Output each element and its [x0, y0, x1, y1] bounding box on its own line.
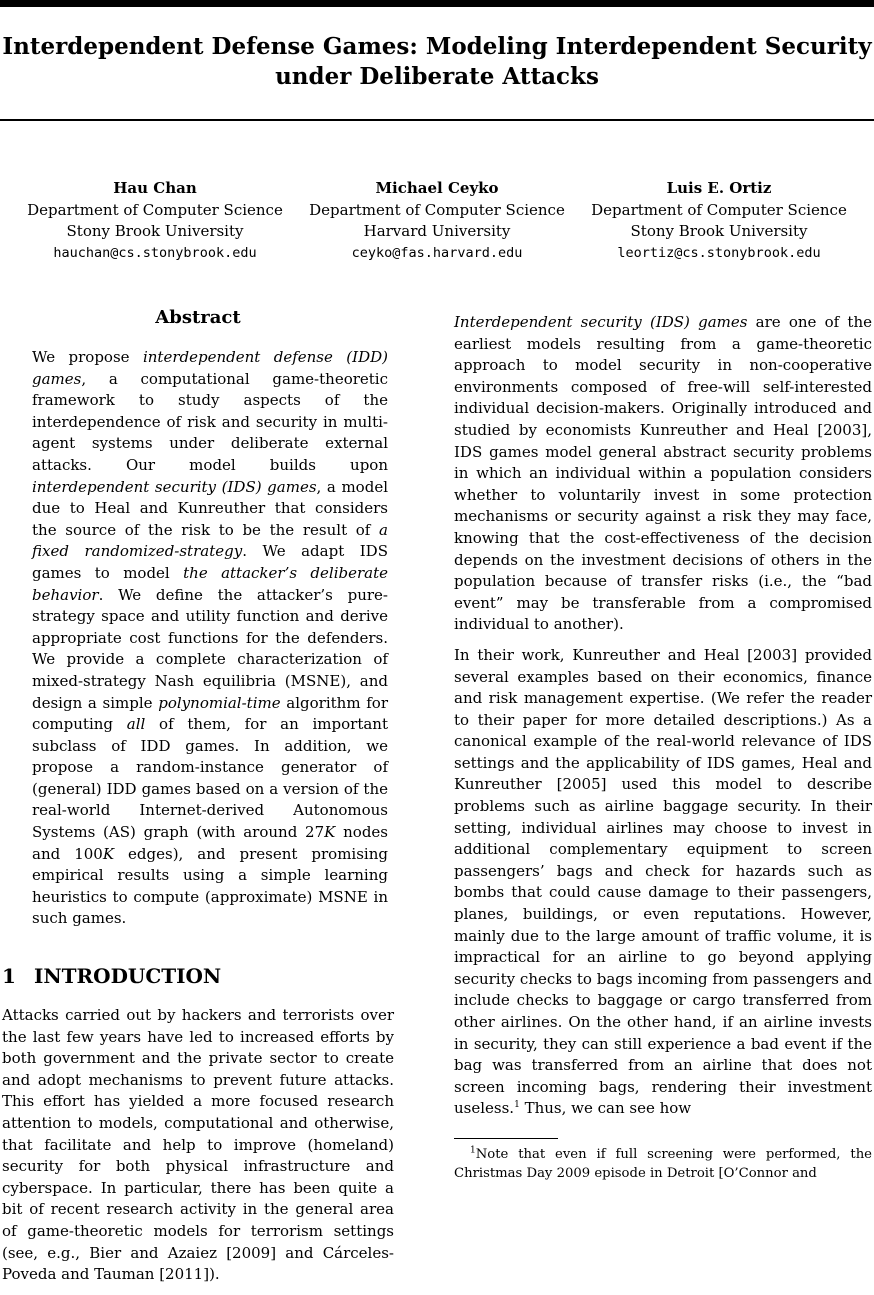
author-name: Michael Ceyko: [375, 179, 499, 197]
author-dept: Department of Computer Science: [309, 200, 565, 219]
intro-paragraph-3: In their work, Kunreuther and Heal [2003] provided several examples based on their economics, finance and risk management expertise. (We refer the reader to their paper for more detailed descriptions.) As a canonical example of the real-world relevance of IDS settings and the applicability of IDS games, Heal and Kunreuther [2005] used this model to describe problems such as airline baggage security. In their setting, individual airlines may choose to invest in additional complementary equipment to screen passengers’ bags and check for hazards such as bombs that could cause damage to their passengers, planes, buildings, or even reputations. However, mainly due to the large amount of traffic volume, it is impractical for an airline to go beyond applying security checks to bags incoming from passengers and include checks to baggage or cargo transferred from other airlines. On the other hand, if an airline invests in security, they can still experience a bad event if the bag was transferred from an airline that does not screen incoming bags, rendering their investment useless.$^1$ Thus, we can see how: [454, 645, 872, 1118]
top-rule: [0, 0, 874, 7]
footnote-rule: [454, 1138, 558, 1139]
title-rule: [0, 119, 874, 121]
left-column: [2, 306, 394, 1295]
author-email: hauchan@cs.stonybrook.edu: [53, 244, 257, 261]
author-email: leortiz@cs.stonybrook.edu: [617, 244, 821, 261]
author-dept: Department of Computer Science: [591, 200, 847, 219]
section-heading-introduction: [2, 963, 394, 989]
author-name: Hau Chan: [113, 179, 197, 197]
footnote-marker[interactable]: 1: [514, 1100, 520, 1111]
footnote-1: $^1$Note that even if full screening were performed, the Christmas Day 2009 episode in Detroit [O’Connor and: [454, 1145, 872, 1181]
intro-paragraph-2: Interdependent security (IDS) games are one of the earliest models resulting from a game-theoretic approach to model security in non-cooperative environments composed of free-will self-interested individual decision-makers. Originally introduced and studied by economists Kunreuther and Heal [2003], IDS games model general abstract security problems in which an individual within a population considers whether to voluntarily invest in some protection mechanisms or security against a risk they may face, knowing that the cost-effectiveness of the decision depends on the investment decisions of others in the population because of transfer risks (i.e., the “bad event” may be transferable from a compromised individual to another).: [454, 313, 872, 634]
author-3: [574, 178, 864, 264]
abstract-heading: Abstract: [155, 307, 241, 328]
intro-paragraph-1: Attacks carried out by hackers and terrorists over the last few years have led to increased efforts by both government and the private sector to create and adopt mechanisms to prevent future attacks. This effort has yielded a more focused research attention to models, computational and otherwise, that facilitate and help to improve (homeland) security for both physical infrastructure and cyberspace. In particular, there has been quite a bit of recent research activity in the general area of game-theoretic models for terrorism settings (see, e.g., Bier and Azaiez [2009] and Cárceles-Poveda and Tauman [2011]).: [2, 1006, 394, 1284]
section-title: INTRODUCTION: [34, 964, 222, 989]
author-dept: Department of Computer Science: [27, 200, 283, 219]
abstract-body: We propose interdependent defense (IDD) games, a computational game-theoretic framework to study aspects of the interdependence of risk and security in multi-agent systems under deliberate external attacks. Our model builds upon interdependent security (IDS) games, a model due to Heal and Kunreuther that considers the source of the risk to be the result of a fixed randomized-strategy. We adapt IDS games to model the attacker’s deliberate behavior. We define the attacker’s pure-strategy space and utility function and derive appropriate cost functions for the defenders. We provide a complete characterization of mixed-strategy Nash equilibria (MSNE), and design a simple polynomial-time algorithm for computing all of them, for an important subclass of IDD games. In addition, we propose a random-instance generator of (general) IDD games based on a version of the real-world Internet-derived Autonomous Systems (AS) graph (with around 27K nodes and 100K edges), and present promising empirical results using a simple learning heuristics to compute (approximate) MSNE in such games.: [32, 348, 388, 928]
paper-title: Interdependent Defense Games: Modeling Interdependent Security under Deliberate Attacks: [2, 33, 872, 90]
author-univ: Stony Brook University: [66, 222, 244, 240]
author-2: [292, 178, 582, 264]
section-number: 1: [2, 964, 16, 989]
author-univ: Harvard University: [363, 222, 511, 240]
author-1: [10, 178, 300, 264]
author-name: Luis E. Ortiz: [666, 179, 772, 197]
author-univ: Stony Brook University: [630, 222, 808, 240]
right-column: [454, 312, 872, 1183]
author-email: ceyko@fas.harvard.edu: [351, 244, 523, 261]
